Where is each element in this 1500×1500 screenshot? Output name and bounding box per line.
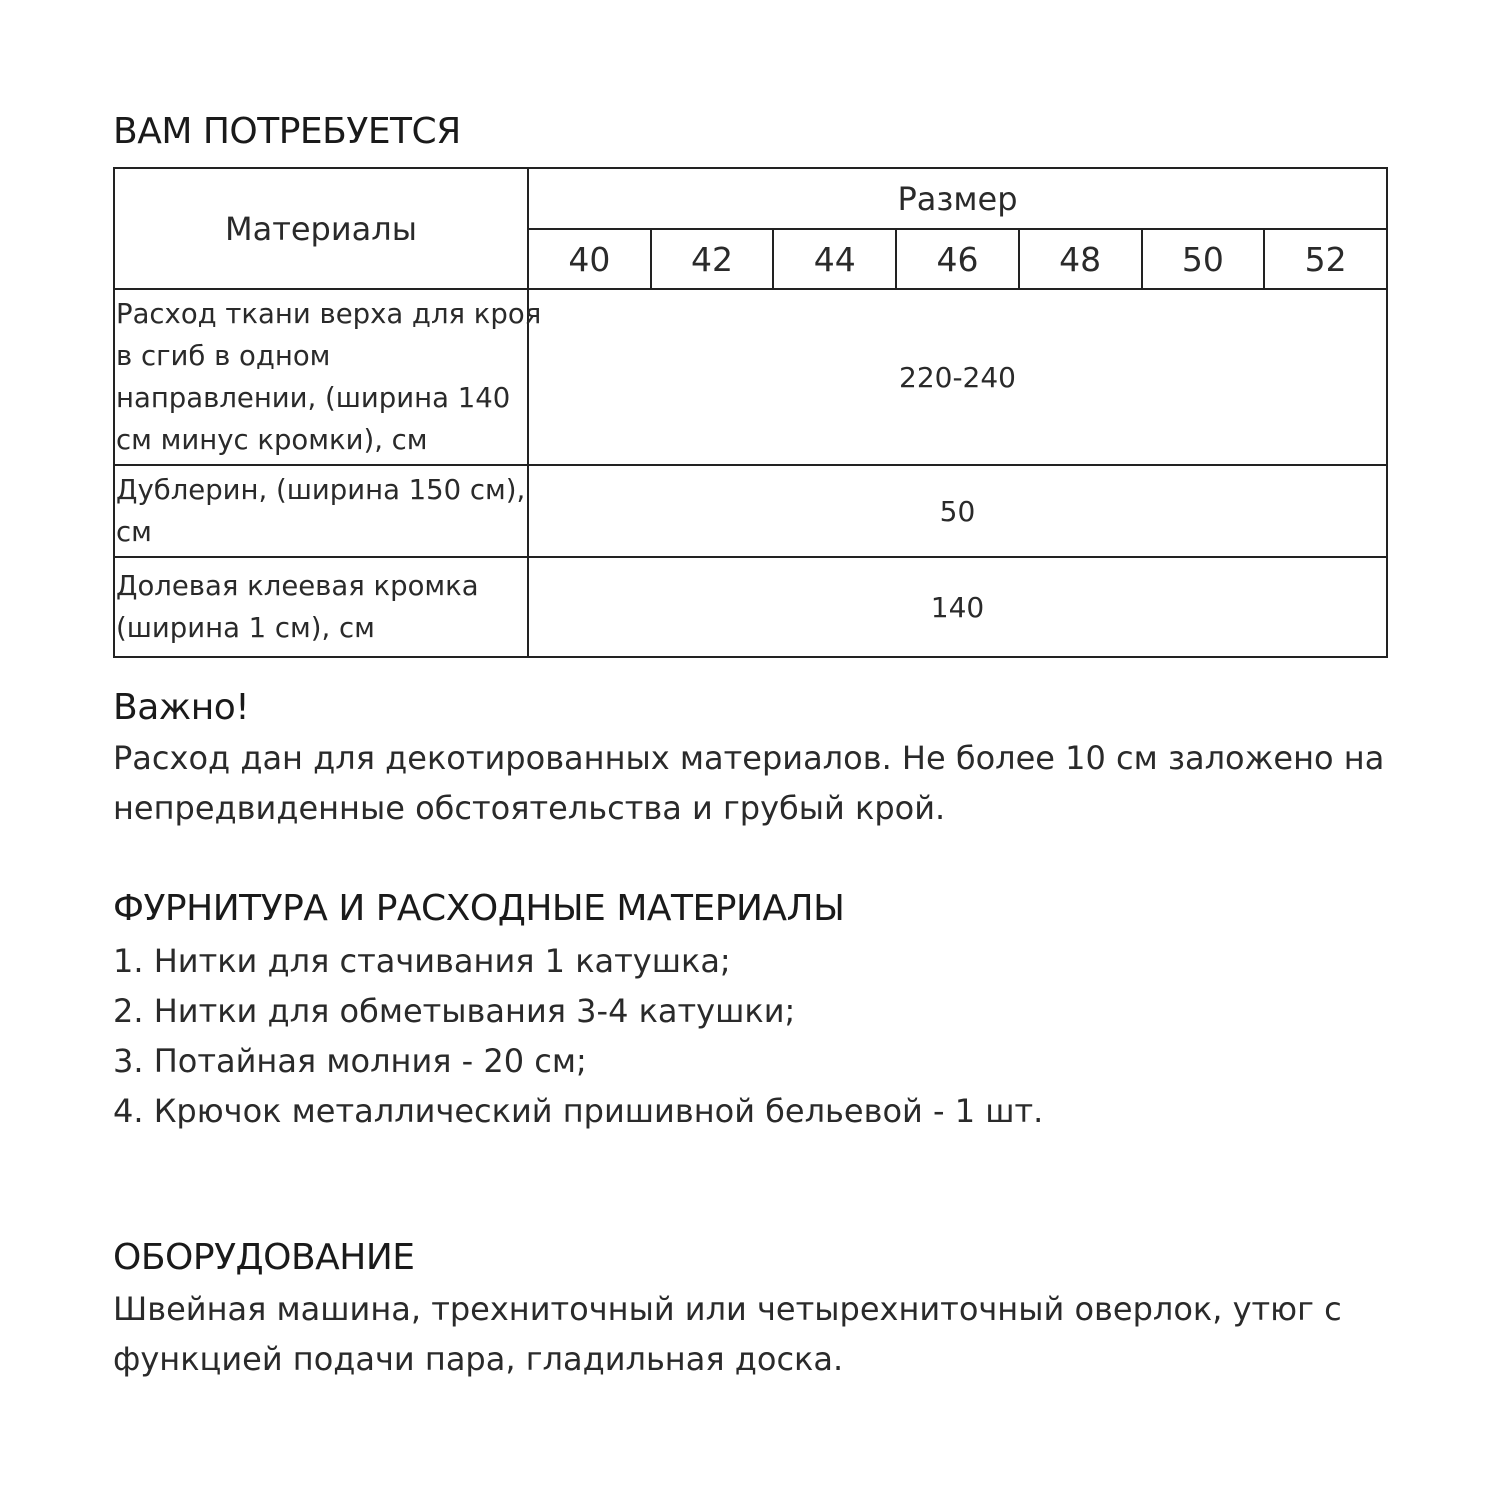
hardware-list bbox=[113, 936, 1043, 1136]
list-item: 2. Нитки для обметывания 3-4 катушки; bbox=[113, 992, 796, 1030]
label-line: Долевая клеевая кромка bbox=[116, 570, 479, 602]
text-line: Расход дан для декотированных материалов. Не более 10 см заложено на bbox=[113, 739, 1385, 777]
equipment-title: ОБОРУДОВАНИЕ bbox=[113, 1237, 415, 1278]
size-cell: 42 bbox=[651, 229, 774, 289]
row-label-interfacing bbox=[114, 465, 528, 557]
label-line: (ширина 1 см), см bbox=[116, 612, 375, 644]
label-line: Дублерин, (ширина 150 см), bbox=[116, 474, 526, 506]
materials-table bbox=[113, 167, 1388, 658]
important-title: Важно! bbox=[113, 687, 250, 728]
table-row bbox=[114, 465, 1387, 557]
materials-header: Материалы bbox=[114, 168, 528, 289]
table-row bbox=[114, 557, 1387, 657]
size-cell: 44 bbox=[773, 229, 896, 289]
label-line: см bbox=[116, 516, 152, 548]
row-value-edge-tape: 140 bbox=[528, 557, 1387, 657]
table-row bbox=[114, 289, 1387, 465]
important-text bbox=[113, 733, 1384, 833]
label-line: Расход ткани верха для кроя bbox=[116, 298, 542, 330]
row-value-fabric: 220-240 bbox=[528, 289, 1387, 465]
row-value-interfacing: 50 bbox=[528, 465, 1387, 557]
list-item: 3. Потайная молния - 20 см; bbox=[113, 1042, 587, 1080]
row-label-fabric bbox=[114, 289, 542, 465]
table-header-row bbox=[114, 168, 1387, 229]
size-cell: 46 bbox=[896, 229, 1019, 289]
needs-title: ВАМ ПОТРЕБУЕТСЯ bbox=[113, 111, 461, 152]
size-cell: 52 bbox=[1264, 229, 1387, 289]
size-header: Размер bbox=[528, 168, 1387, 229]
row-label-edge-tape bbox=[114, 557, 528, 657]
hardware-title: ФУРНИТУРА И РАСХОДНЫЕ МАТЕРИАЛЫ bbox=[113, 888, 845, 929]
list-item: 1. Нитки для стачивания 1 катушка; bbox=[113, 942, 731, 980]
label-line: в сгиб в одном bbox=[116, 340, 331, 372]
list-item: 4. Крючок металлический пришивной бельевой - 1 шт. bbox=[113, 1092, 1044, 1130]
size-cell: 48 bbox=[1019, 229, 1142, 289]
equipment-text bbox=[113, 1284, 1342, 1384]
size-cell: 40 bbox=[528, 229, 651, 289]
text-line: Швейная машина, трехниточный или четырехниточный оверлок, утюг с bbox=[113, 1290, 1342, 1328]
size-cell: 50 bbox=[1142, 229, 1265, 289]
label-line: направлении, (ширина 140 bbox=[116, 382, 511, 414]
text-line: непредвиденные обстоятельства и грубый крой. bbox=[113, 789, 946, 827]
text-line: функцией подачи пара, гладильная доска. bbox=[113, 1340, 844, 1378]
label-line: см минус кромки), см bbox=[116, 424, 428, 456]
